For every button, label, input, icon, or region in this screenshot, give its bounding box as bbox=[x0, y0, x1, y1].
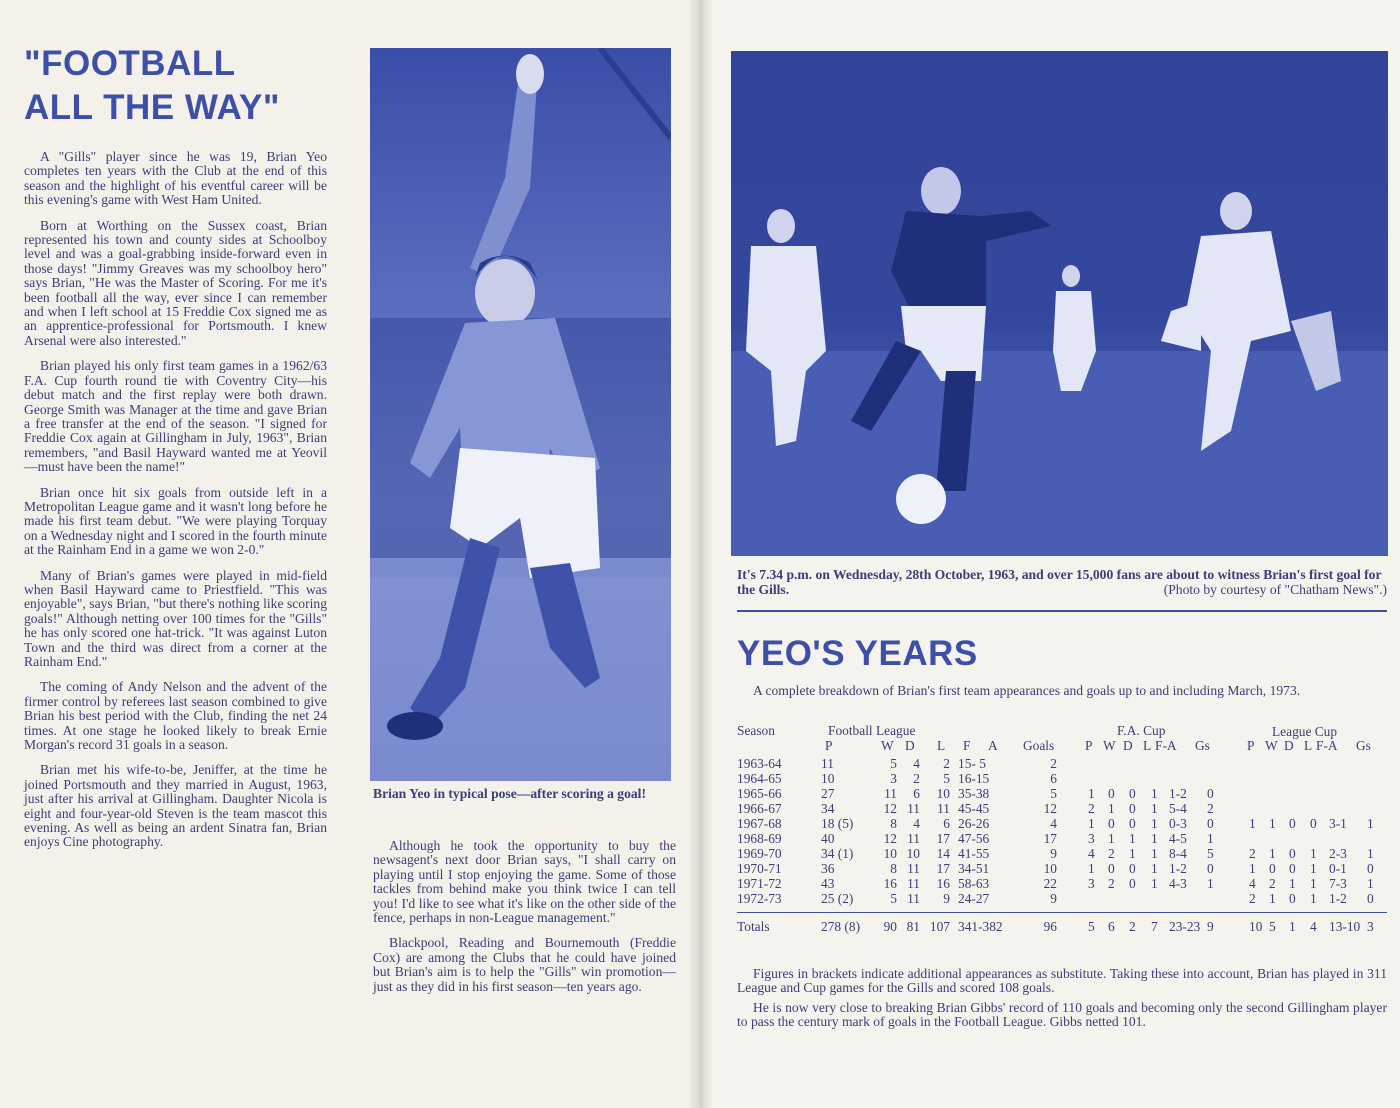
d-cell: 11 bbox=[907, 891, 920, 906]
l-cell: 2 bbox=[943, 756, 950, 771]
headline-line-2: ALL THE WAY" bbox=[24, 88, 280, 127]
fa-cup-col-header: D bbox=[1123, 738, 1133, 753]
goals-cell: 12 bbox=[1043, 801, 1057, 816]
league-cup-cell: 1 bbox=[1269, 816, 1276, 831]
p-cell: 40 bbox=[821, 831, 835, 846]
goals-cell: 9 bbox=[1050, 846, 1057, 861]
fa-cell: 24-27 bbox=[958, 891, 990, 906]
fa-cup-cell: 8-4 bbox=[1169, 846, 1187, 861]
fa-cup-cell: 0 bbox=[1207, 861, 1214, 876]
d-cell: 11 bbox=[907, 831, 920, 846]
league-cup-cell: 1 bbox=[1367, 876, 1374, 891]
goals-cell: 9 bbox=[1050, 891, 1057, 906]
season-cell: 1968-69 bbox=[737, 831, 782, 846]
article-column-2 bbox=[373, 839, 676, 1005]
photo-caption-left: Brian Yeo in typical pose—after scoring a goal! bbox=[373, 786, 646, 801]
league-cup-cell: 2 bbox=[1249, 846, 1256, 861]
fa-cup-cell: 2 bbox=[1207, 801, 1214, 816]
league-col-header: L bbox=[937, 738, 946, 753]
fa-cup-cell: 0 bbox=[1129, 786, 1136, 801]
league-cup-col-header: L bbox=[1304, 738, 1313, 753]
fa-cell: 45-45 bbox=[958, 801, 990, 816]
l-cell: 16 bbox=[936, 876, 950, 891]
fa-cup-cell: 0 bbox=[1207, 786, 1214, 801]
d-cell: 11 bbox=[907, 876, 920, 891]
photo-caption-right bbox=[737, 567, 1387, 597]
league-cup-cell: 1 bbox=[1249, 861, 1256, 876]
football-league-header: Football League bbox=[828, 723, 916, 738]
fa-cell: 15- 5 bbox=[958, 756, 986, 771]
fa-cup-cell: 7 bbox=[1151, 919, 1158, 934]
p-cell: 10 bbox=[821, 771, 835, 786]
fa-cup-col-header: W bbox=[1103, 738, 1116, 753]
fa-cup-cell: 1-2 bbox=[1169, 786, 1187, 801]
goals-cell: 22 bbox=[1043, 876, 1057, 891]
match-action-illustration bbox=[731, 51, 1388, 556]
w-cell: 8 bbox=[890, 816, 897, 831]
league-cup-col-header: D bbox=[1284, 738, 1294, 753]
p-cell: 11 bbox=[821, 756, 834, 771]
paragraph: Although he took the opportunity to buy the newsagent's next door Brian says, "I shall carry on playing until I stop enjoying the game. Some of those tackles from behind make you think twice I can tell you! I'd like to see what it's like on the other side of the fence, perhaps in non-League management." bbox=[373, 838, 676, 926]
season-cell: Totals bbox=[737, 919, 770, 934]
l-cell: 11 bbox=[937, 801, 950, 816]
league-col-header: F bbox=[963, 738, 971, 753]
fa-cup-cell: 1-2 bbox=[1169, 861, 1187, 876]
league-cup-cell: 3-1 bbox=[1329, 816, 1347, 831]
league-cup-col-header: W bbox=[1265, 738, 1278, 753]
fa-cup-header: F.A. Cup bbox=[1117, 723, 1166, 738]
paragraph: A "Gills" player since he was 19, Brian Yeo completes ten years with the Club at the end of this season and the highlight of his eventful career will be this evening's game with West Ham United. bbox=[24, 149, 327, 208]
league-cup-cell: 1 bbox=[1310, 891, 1317, 906]
career-stats-table bbox=[737, 722, 1387, 942]
season-cell: 1967-68 bbox=[737, 816, 782, 831]
fa-cell: 58-63 bbox=[958, 876, 990, 891]
league-col-header: W bbox=[881, 738, 894, 753]
goals-header: Goals bbox=[1023, 738, 1055, 753]
d-cell: 2 bbox=[913, 771, 920, 786]
goals-cell: 4 bbox=[1050, 816, 1057, 831]
league-cup-cell: 1 bbox=[1249, 816, 1256, 831]
w-cell: 16 bbox=[883, 876, 897, 891]
match-action-photo bbox=[731, 51, 1388, 556]
season-header: Season bbox=[737, 723, 775, 738]
league-cup-cell: 0 bbox=[1367, 891, 1374, 906]
totals-divider bbox=[737, 912, 1387, 913]
l-cell: 107 bbox=[929, 919, 950, 934]
fa-cell: 16-15 bbox=[958, 771, 990, 786]
league-cup-cell: 5 bbox=[1269, 919, 1276, 934]
league-cup-cell: 2 bbox=[1249, 891, 1256, 906]
note-paragraph: Figures in brackets indicate additional appearances as substitute. Taking these into account, Brian has played in 311 League and Cup games for the Gills and scored 108 goals. bbox=[737, 966, 1387, 996]
fa-cup-cell: 1 bbox=[1088, 861, 1095, 876]
league-cup-cell: 0 bbox=[1269, 861, 1276, 876]
w-cell: 5 bbox=[890, 756, 897, 771]
fa-cup-cell: 1 bbox=[1108, 831, 1115, 846]
paragraph: Many of Brian's games were played in mid-field when Basil Hayward came to Priestfield. "This was enjoyable", says Brian, "but there's nothing like scoring goals!" Although netting over 100 times for the "Gills" he has only scored one hat-trick. "It was against Luton Town and the third was direct from a corner at the Rainham End." bbox=[24, 567, 327, 669]
league-cup-cell: 2-3 bbox=[1329, 846, 1347, 861]
l-cell: 17 bbox=[936, 861, 950, 876]
d-cell: 10 bbox=[906, 846, 920, 861]
season-cell: 1965-66 bbox=[737, 786, 782, 801]
goals-cell: 2 bbox=[1050, 756, 1057, 771]
fa-cup-cell: 1 bbox=[1151, 846, 1158, 861]
p-cell: 34 bbox=[821, 801, 835, 816]
p-cell: 34 (1) bbox=[821, 846, 854, 861]
fa-cup-col-header: F-A bbox=[1155, 738, 1177, 753]
fa-cup-cell: 2 bbox=[1108, 846, 1115, 861]
paragraph: The coming of Andy Nelson and the advent of the firmer control by referees last season combined to give Brian his best period with the Club, finding the net 24 times. At one stage he looked likely to break Ernie Morgan's record 31 goals in a season. bbox=[24, 679, 327, 753]
fa-cup-cell: 1 bbox=[1207, 876, 1214, 891]
league-cup-cell: 1 bbox=[1367, 816, 1374, 831]
goals-cell: 96 bbox=[1043, 919, 1057, 934]
table-notes bbox=[737, 967, 1387, 1035]
d-cell: 81 bbox=[906, 919, 920, 934]
fa-cup-cell: 0 bbox=[1129, 861, 1136, 876]
league-cup-cell: 0 bbox=[1289, 891, 1296, 906]
paragraph: Born at Worthing on the Sussex coast, Brian represented his town and county sides at Schoolboy level and was a goal-grabbing inside-forward even in those days! "Jimmy Greaves was my schoolboy hero" says Brian, "He was the Master of Scoring. For me it's been football all the way, ever since I can remember and when I left school at 15 Freddie Cox signed me as an apprentice-professional for Portsmouth. I knew Arsenal were also interested." bbox=[24, 217, 327, 348]
league-cup-cell: 3 bbox=[1367, 919, 1374, 934]
league-cup-header: League Cup bbox=[1272, 724, 1338, 739]
fa-cup-cell: 0 bbox=[1108, 861, 1115, 876]
d-cell: 11 bbox=[907, 861, 920, 876]
fa-cell: 41-55 bbox=[958, 846, 990, 861]
article-column-1 bbox=[24, 150, 327, 861]
fa-cup-cell: 5 bbox=[1207, 846, 1214, 861]
w-cell: 11 bbox=[884, 786, 897, 801]
photo-credit: (Photo by courtesy of "Chatham News".) bbox=[1163, 582, 1387, 597]
paragraph: Brian once hit six goals from outside left in a Metropolitan League game and it wasn't long before he made his first team debut. "We were playing Torquay on a Wednesday night and I scored in the fourth minute at the Rainham End in a game we won 2-0." bbox=[24, 484, 327, 558]
league-cup-cell: 1 bbox=[1310, 846, 1317, 861]
fa-cup-cell: 1 bbox=[1207, 831, 1214, 846]
l-cell: 6 bbox=[943, 816, 950, 831]
fa-cup-cell: 5-4 bbox=[1169, 801, 1187, 816]
fa-cup-cell: 1 bbox=[1088, 816, 1095, 831]
league-cup-cell: 0 bbox=[1289, 846, 1296, 861]
league-cup-cell: 1 bbox=[1289, 919, 1296, 934]
league-cup-cell: 13-10 bbox=[1329, 919, 1361, 934]
fa-cup-cell: 1 bbox=[1151, 831, 1158, 846]
league-cup-cell: 0 bbox=[1289, 861, 1296, 876]
fa-cup-col-header: L bbox=[1143, 738, 1152, 753]
league-col-header: A bbox=[988, 738, 998, 753]
fa-cup-cell: 0 bbox=[1108, 816, 1115, 831]
fa-cup-cell: 1 bbox=[1151, 801, 1158, 816]
league-cup-cell: 1 bbox=[1310, 876, 1317, 891]
fa-cup-col-header: Gs bbox=[1195, 738, 1210, 753]
page-gutter bbox=[690, 0, 712, 1108]
fa-cup-cell: 0 bbox=[1129, 801, 1136, 816]
league-cup-cell: 1 bbox=[1310, 861, 1317, 876]
goals-cell: 5 bbox=[1050, 786, 1057, 801]
article-headline bbox=[24, 42, 354, 130]
fa-cup-cell: 2 bbox=[1129, 919, 1136, 934]
fa-cup-cell: 1 bbox=[1151, 816, 1158, 831]
fa-cup-cell: 4-3 bbox=[1169, 876, 1187, 891]
paragraph: Brian met his wife-to-be, Jeniffer, at the time he joined Portsmouth and they married in August, 1963, just after his arrival at Gillingham. Daughter Nicola is eight and four-year-old Steven is the team mascot this evening. As well as being an ardent Sinatra fan, Brian enjoys Cine photography. bbox=[24, 762, 327, 850]
fa-cup-cell: 23-23 bbox=[1169, 919, 1201, 934]
fa-cup-col-header: P bbox=[1085, 738, 1093, 753]
fa-cup-cell: 1 bbox=[1129, 846, 1136, 861]
fa-cup-cell: 4 bbox=[1088, 846, 1095, 861]
league-cup-cell: 0 bbox=[1367, 861, 1374, 876]
w-cell: 3 bbox=[890, 771, 897, 786]
fa-cell: 35-38 bbox=[958, 786, 990, 801]
fa-cup-cell: 1 bbox=[1151, 861, 1158, 876]
d-cell: 4 bbox=[913, 816, 920, 831]
section-title: YEO'S YEARS bbox=[737, 634, 978, 673]
headline-line-1: "FOOTBALL bbox=[24, 44, 236, 83]
fa-cup-cell: 9 bbox=[1207, 919, 1214, 934]
fa-cup-cell: 1 bbox=[1129, 831, 1136, 846]
league-cup-cell: 7-3 bbox=[1329, 876, 1347, 891]
fa-cup-cell: 0-3 bbox=[1169, 816, 1187, 831]
w-cell: 10 bbox=[883, 846, 897, 861]
season-cell: 1971-72 bbox=[737, 876, 782, 891]
season-cell: 1966-67 bbox=[737, 801, 782, 816]
p-cell: 25 (2) bbox=[821, 891, 854, 906]
league-cup-cell: 4 bbox=[1310, 919, 1317, 934]
league-cup-cell: 10 bbox=[1249, 919, 1263, 934]
fa-cup-cell: 3 bbox=[1088, 876, 1095, 891]
goals-cell: 6 bbox=[1050, 771, 1057, 786]
league-cup-cell: 0 bbox=[1310, 816, 1317, 831]
fa-cell: 341-382 bbox=[958, 919, 1003, 934]
league-cup-cell: 1 bbox=[1269, 846, 1276, 861]
w-cell: 12 bbox=[883, 831, 897, 846]
league-cup-cell: 2 bbox=[1269, 876, 1276, 891]
fa-cup-cell: 2 bbox=[1108, 876, 1115, 891]
league-cup-cell: 0 bbox=[1289, 816, 1296, 831]
league-cup-cell: 1 bbox=[1367, 846, 1374, 861]
league-cup-cell: 1 bbox=[1289, 876, 1296, 891]
league-cup-cell: 1 bbox=[1269, 891, 1276, 906]
fa-cup-cell: 4-5 bbox=[1169, 831, 1187, 846]
season-cell: 1972-73 bbox=[737, 891, 782, 906]
season-cell: 1963-64 bbox=[737, 756, 782, 771]
season-cell: 1964-65 bbox=[737, 771, 782, 786]
p-cell: 27 bbox=[821, 786, 835, 801]
player-celebration-illustration bbox=[370, 48, 671, 781]
goals-cell: 10 bbox=[1043, 861, 1057, 876]
league-cup-cell: 1-2 bbox=[1329, 891, 1347, 906]
paragraph: Blackpool, Reading and Bournemouth (Freddie Cox) are among the Clubs that he could have joined but Brian's aim is to help the "Gills" win promotion—just as they did in his first season—ten years ago. bbox=[373, 935, 676, 994]
fa-cup-cell: 0 bbox=[1207, 816, 1214, 831]
d-cell: 4 bbox=[913, 756, 920, 771]
league-cup-cell: 0-1 bbox=[1329, 861, 1347, 876]
league-cup-cell: 4 bbox=[1249, 876, 1256, 891]
fa-cup-cell: 1 bbox=[1108, 801, 1115, 816]
w-cell: 90 bbox=[883, 919, 897, 934]
w-cell: 8 bbox=[890, 861, 897, 876]
note-paragraph: He is now very close to breaking Brian Gibbs' record of 110 goals and becoming only the second Gillingham player to pass the century mark of goals in the Football League. Gibbs netted 101. bbox=[737, 999, 1387, 1030]
l-cell: 5 bbox=[943, 771, 950, 786]
player-celebration-photo bbox=[370, 48, 671, 781]
w-cell: 12 bbox=[883, 801, 897, 816]
fa-cup-cell: 1 bbox=[1088, 786, 1095, 801]
table-intro: A complete breakdown of Brian's first team appearances and goals up to and including March, 1973. bbox=[753, 683, 1301, 698]
w-cell: 5 bbox=[890, 891, 897, 906]
fa-cup-cell: 3 bbox=[1088, 831, 1095, 846]
season-cell: 1970-71 bbox=[737, 861, 782, 876]
season-cell: 1969-70 bbox=[737, 846, 782, 861]
p-cell: 43 bbox=[821, 876, 835, 891]
l-cell: 9 bbox=[943, 891, 950, 906]
p-cell: 278 (8) bbox=[821, 919, 861, 934]
fa-cell: 47-56 bbox=[958, 831, 990, 846]
l-cell: 10 bbox=[936, 786, 950, 801]
league-col-header: P bbox=[825, 738, 833, 753]
fa-cup-cell: 6 bbox=[1108, 919, 1115, 934]
fa-cell: 34-51 bbox=[958, 861, 990, 876]
photo-caption-text: It's 7.34 p.m. on Wednesday, 28th October, 1963, and over 15,000 fans are about to witness Brian's first goal for the Gills. bbox=[737, 567, 1382, 597]
fa-cup-cell: 5 bbox=[1088, 919, 1095, 934]
paragraph: Brian played his only first team games in a 1962/63 F.A. Cup fourth round tie with Coventry City—his debut match and the first replay were both drawn. George Smith was Manager at the time and gave Brian a free transfer at the end of the season. "I signed for Freddie Cox again at Gillingham in July, 1963", Brian remembers, "and Basil Hayward wanted me at Yeovil—must have been the name!" bbox=[24, 358, 327, 475]
fa-cup-cell: 2 bbox=[1088, 801, 1095, 816]
league-cup-col-header: F-A bbox=[1316, 738, 1338, 753]
l-cell: 14 bbox=[936, 846, 950, 861]
p-cell: 18 (5) bbox=[821, 816, 854, 831]
fa-cup-cell: 0 bbox=[1129, 816, 1136, 831]
d-cell: 11 bbox=[907, 801, 920, 816]
fa-cup-cell: 1 bbox=[1151, 786, 1158, 801]
d-cell: 6 bbox=[913, 786, 920, 801]
league-cup-col-header: Gs bbox=[1356, 738, 1371, 753]
league-cup-col-header: P bbox=[1247, 738, 1255, 753]
fa-cup-cell: 0 bbox=[1129, 876, 1136, 891]
l-cell: 17 bbox=[936, 831, 950, 846]
p-cell: 36 bbox=[821, 861, 835, 876]
fa-cup-cell: 0 bbox=[1108, 786, 1115, 801]
fa-cell: 26-26 bbox=[958, 816, 990, 831]
league-col-header: D bbox=[905, 738, 915, 753]
goals-cell: 17 bbox=[1043, 831, 1057, 846]
fa-cup-cell: 1 bbox=[1151, 876, 1158, 891]
section-divider bbox=[737, 610, 1387, 612]
